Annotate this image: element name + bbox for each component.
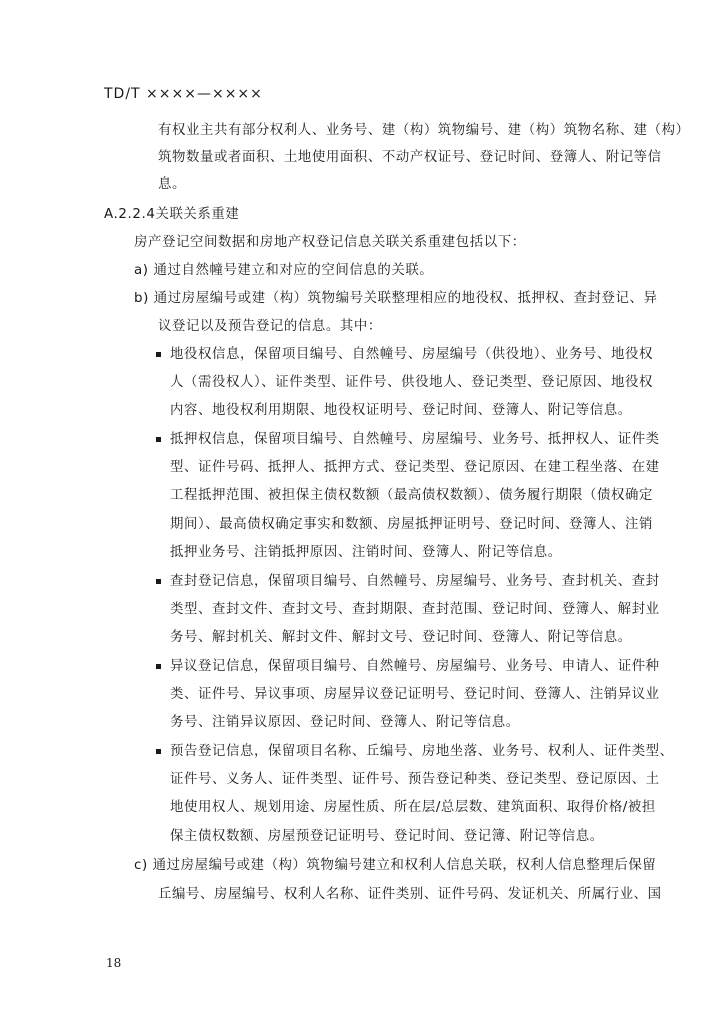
text-line: 类、证件号、异议事项、房屋异议登记证明号、登记时间、登簿人、注销异议业 bbox=[170, 687, 660, 702]
text-line: b) 通过房屋编号或建（构）筑物编号关联整理相应的地役权、抵押权、查封登记、异 bbox=[134, 291, 658, 306]
text-line: 房产登记空间数据和房地产权登记信息关联关系重建包括以下： bbox=[134, 235, 526, 250]
bullet-marker bbox=[156, 579, 161, 584]
text-line: 期间）、最高债权确定事实和数额、房屋抵押证明号、登记时间、登簿人、注销 bbox=[170, 517, 653, 532]
text-line: 工程抵押范围、被担保主债权数额（最高债权数额）、债务履行期限（债权确定 bbox=[170, 488, 653, 503]
bullet-marker bbox=[156, 664, 161, 669]
bullet-marker bbox=[156, 749, 161, 754]
document-header: TD/T ××××—×××× bbox=[104, 86, 263, 102]
text-line: 保主债权数额、房屋预登记证明号、登记时间、登记簿、附记等信息。 bbox=[170, 829, 604, 844]
text-line: 抵押业务号、注销抵押原因、注销时间、登簿人、附记等信息。 bbox=[170, 545, 562, 560]
text-line: 人（需役权人）、证件类型、证件号、供役地人、登记类型、登记原因、地役权 bbox=[170, 375, 653, 390]
text-line: 异议登记信息，保留项目编号、自然幢号、房屋编号、业务号、申请人、证件种 bbox=[170, 659, 660, 674]
text-line: 预告登记信息，保留项目名称、丘编号、房地坐落、业务号、权利人、证件类型、 bbox=[170, 744, 674, 759]
text-line: c) 通过房屋编号或建（构）筑物编号建立和权利人信息关联，权利人信息整理后保留 bbox=[134, 858, 657, 873]
text-line: 抵押权信息，保留项目编号、自然幢号、房屋编号、业务号、抵押权人、证件类 bbox=[170, 432, 660, 447]
section-heading: A.2.2.4关联关系重建 bbox=[104, 207, 240, 222]
text-line: a) 通过自然幢号建立和对应的空间信息的关联。 bbox=[134, 263, 434, 278]
text-line: 类型、查封文件、查封文号、查封期限、查封范围、登记时间、登簿人、解封业 bbox=[170, 602, 660, 617]
text-line: 查封登记信息，保留项目编号、自然幢号、房屋编号、业务号、查封机关、查封 bbox=[170, 574, 660, 589]
bullet-marker bbox=[156, 352, 161, 357]
text-line: 型、证件号码、抵押人、抵押方式、登记类型、登记原因、在建工程坐落、在建 bbox=[170, 460, 660, 475]
text-line: 务号、解封机关、解封文件、解封文号、登记时间、登簿人、附记等信息。 bbox=[170, 630, 632, 645]
text-line: 丘编号、房屋编号、权利人名称、证件类别、证件号码、发证机关、所属行业、国 bbox=[158, 887, 662, 902]
text-line: 证件号、义务人、证件类型、证件号、预告登记种类、登记类型、登记原因、土 bbox=[170, 772, 660, 787]
text-line: 务号、注销异议原因、登记时间、登簿人、附记等信息。 bbox=[170, 715, 520, 730]
text-line: 地役权信息，保留项目编号、自然幢号、房屋编号（供役地）、业务号、地役权 bbox=[170, 347, 653, 362]
text-line: 议登记以及预告登记的信息。其中： bbox=[158, 319, 382, 334]
text-line: 有权业主共有部分权利人、业务号、建（构）筑物编号、建（构）筑物名称、建（构） bbox=[158, 123, 690, 138]
text-line: 地使用权人、规划用途、房屋性质、所在层/总层数、建筑面积、取得价格/被担 bbox=[170, 800, 656, 815]
text-line: 筑物数量或者面积、土地使用面积、不动产权证号、登记时间、登簿人、附记等信 bbox=[158, 150, 662, 165]
page-number: 18 bbox=[106, 956, 122, 970]
text-line: 息。 bbox=[158, 177, 186, 192]
text-line: 内容、地役权利用期限、地役权证明号、登记时间、登簿人、附记等信息。 bbox=[170, 403, 632, 418]
bullet-marker bbox=[156, 437, 161, 442]
